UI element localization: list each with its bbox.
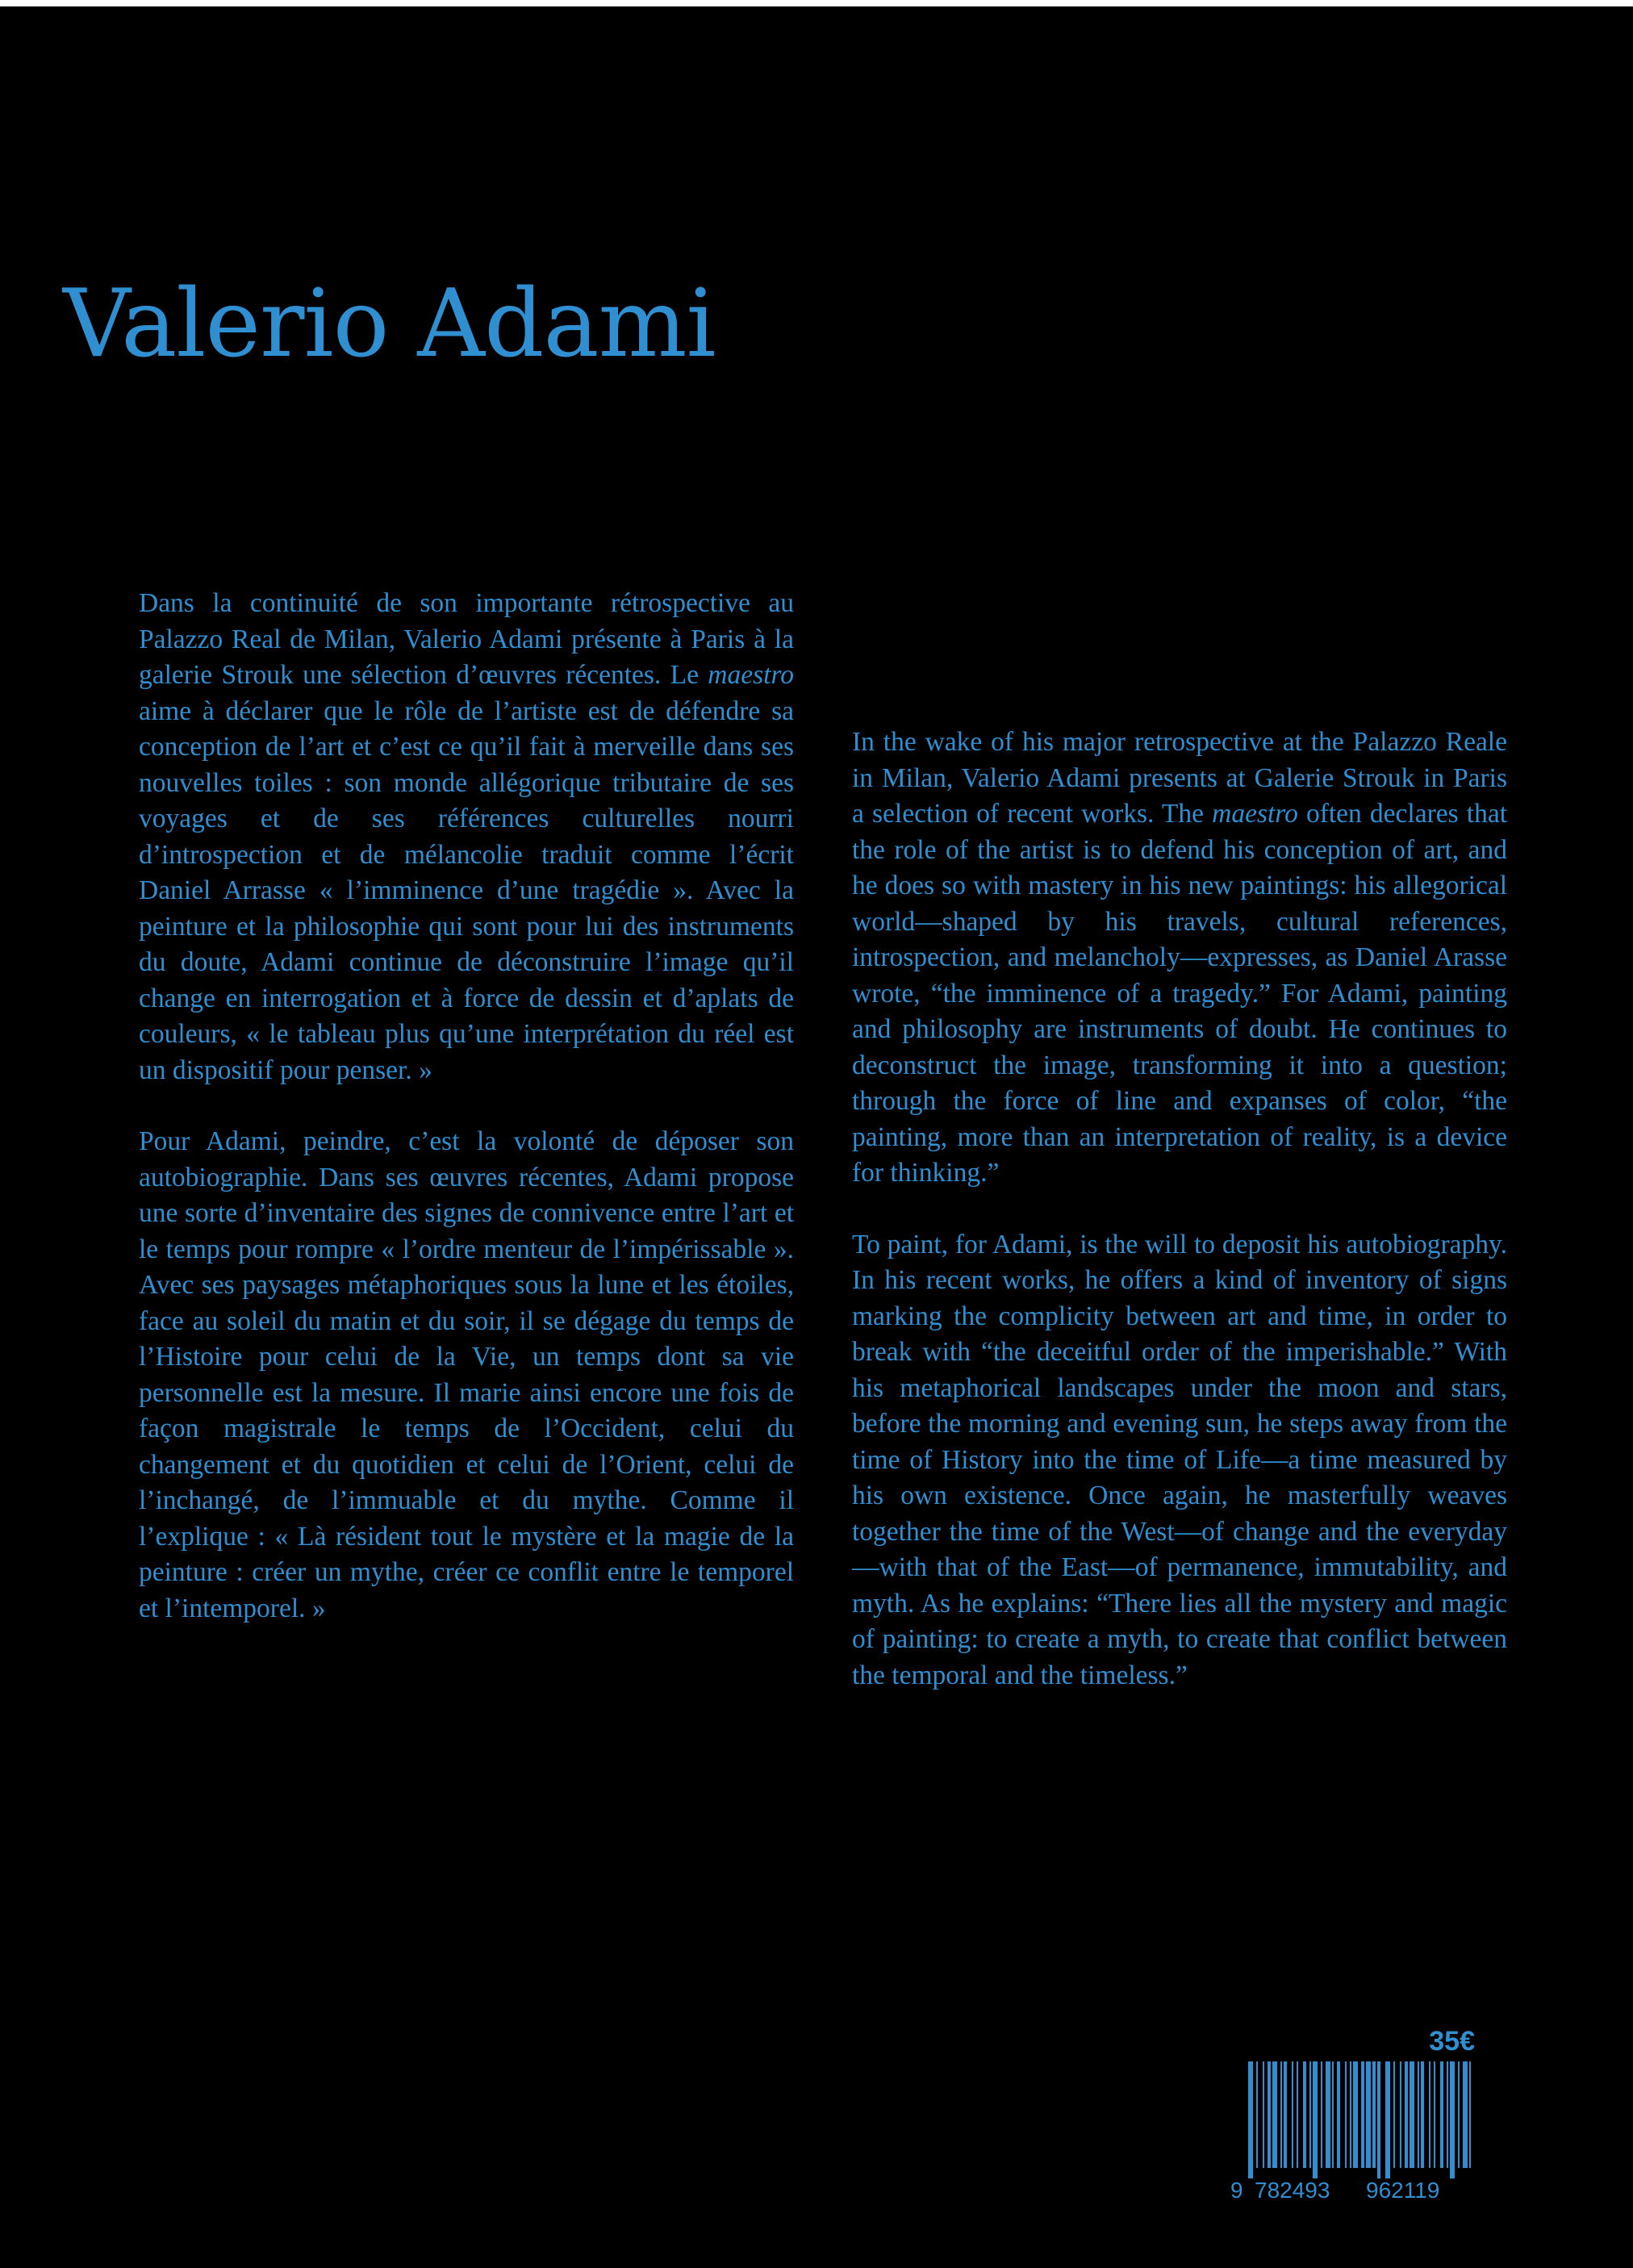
french-paragraph-1-emphasis: maestro (708, 660, 794, 690)
barcode-digits-right: 962119 (1366, 2178, 1440, 2203)
barcode-digit-lead: 9 (1230, 2178, 1243, 2203)
barcode-digits (1230, 2178, 1475, 2203)
french-paragraph-1-end: aime à déclarer que le rôle de l’artiste est de défendre sa conception de l’art et c’est ce qu’il fait à merveille dans ses nouvelles toiles : son monde allégorique tributaire de ses voyages et de ses références culturelles nourri d’introspection et de mélancolie traduit comme l’écrit Daniel Arrasse « l’imminence d’une tragédie ». Avec la peinture et la philosophie qui sont pour lui des instruments du doute, Adami continue de déconstruire l’image qu’il change en interrogation et à force de dessin et d’aplats de couleurs, « le tableau plus qu’une interprétation du réel est un dispositif pour penser. » (139, 695, 794, 1085)
barcode-digits-left: 782493 (1255, 2178, 1330, 2203)
price-label: 35€ (1429, 2026, 1475, 2057)
english-paragraph-2: To paint, for Adami, is the will to deposit his autobiography. In his recent works, he offers a kind of inventory of signs marking the complicity between art and time, in order to break with “the deceitful order of the imperishable.” With his metaphorical landscapes under the moon and stars, before the morning and evening sun, he steps away from the time of History into the time of Life—a time measured by his own existence. Once again, he masterfully weaves together the time of the West—of change and the everyday—with that of the East—of permanence, immutability, and myth. As he explains: “There lies all the mystery and magic of painting: to create a myth, to create that conflict between the temporal and the timeless.” (852, 1229, 1507, 1690)
barcode-icon (1230, 2061, 1475, 2178)
english-paragraph-1-start: In the wake of his major retrospective at the Palazzo Reale in Milan, Valerio Adami presents at Galerie Strouk in Paris a selection of recent works. The (852, 727, 1507, 829)
french-text-column (139, 586, 794, 1662)
barcode-block (1230, 2028, 1475, 2201)
english-paragraph-1-end: often declares that the role of the artist is to defend his conception of art, and he does so with mastery in his new paintings: his allegorical world—shaped by his travels, cultural references, introspection, and melancholy—expresses, as Daniel Arasse wrote, “the imminence of a tragedy.” For Adami, painting and philosophy are instruments of doubt. He continues to deconstruct the image, transforming it into a question; through the force of line and expanses of color, “the painting, more than an interpretation of reality, is a device for thinking.” (852, 799, 1507, 1188)
french-paragraph-1-start: Dans la continuité de son importante rétrospective au Palazzo Real de Milan, Valerio Adami présente à Paris à la galerie Strouk une sélection d’œuvres récentes. Le (139, 588, 794, 690)
english-text-column (852, 725, 1507, 1729)
book-back-cover (0, 6, 1633, 2268)
english-paragraph-1-emphasis: maestro (1212, 799, 1298, 829)
english-paragraph-1 (852, 725, 1507, 1192)
french-paragraph-1 (139, 586, 794, 1088)
book-title: Valerio Adami (63, 269, 716, 378)
french-paragraph-2: Pour Adami, peindre, c’est la volonté de déposer son autobiographie. Dans ses œuvres récentes, Adami propose une sorte d’inventaire des signes de connivence entre l’art et le temps pour rompre « l’ordre menteur de l’impérissable ». Avec ses paysages métaphoriques sous la lune et les étoiles, face au soleil du matin et du soir, il se dégage du temps de l’Histoire pour celui de la Vie, un temps dont sa vie personnelle est la mesure. Il marie ainsi encore une fois de façon magistrale le temps de l’Occident, celui du changement et du quotidien et celui de l’Orient, celui de l’inchangé, de l’immuable et du mythe. Comme il l’explique : « Là résident tout le mystère et la magie de la peinture : créer un mythe, créer ce conflit entre le temporel et l’intemporel. » (139, 1126, 794, 1623)
